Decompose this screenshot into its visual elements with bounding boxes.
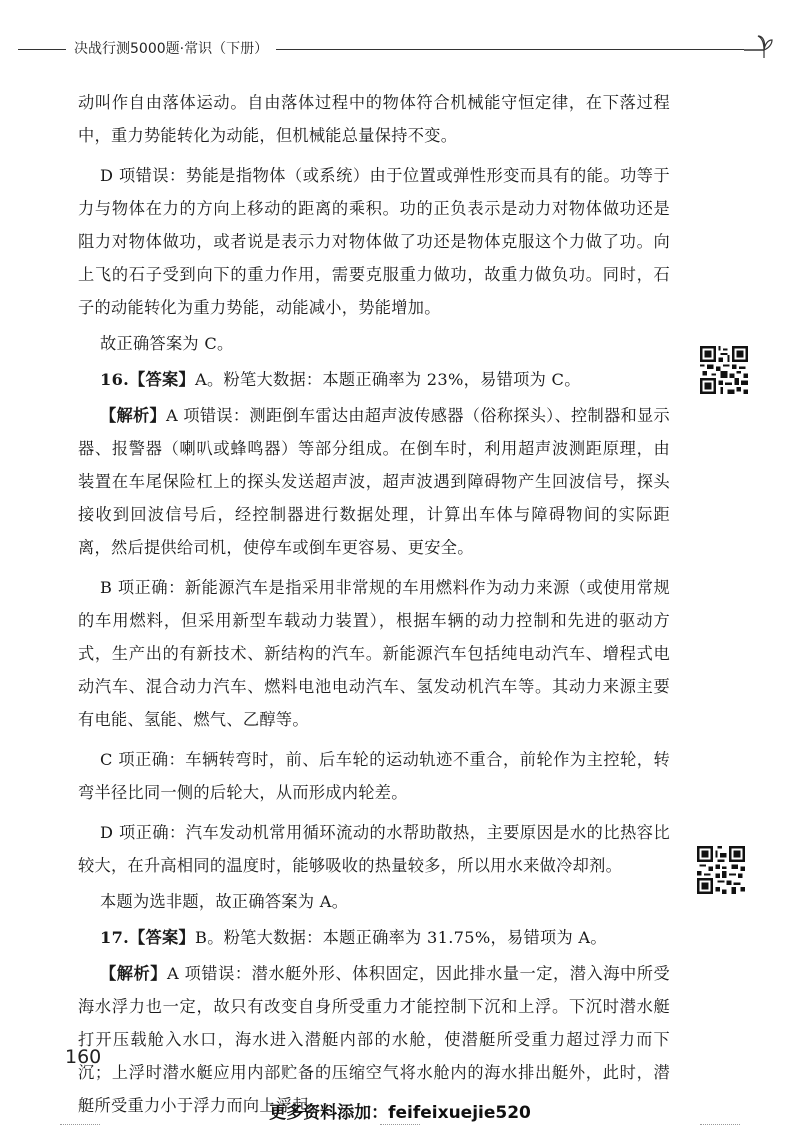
analysis-16	[78, 399, 670, 564]
book-title: 决战行测5000题·常识（下册）	[74, 41, 269, 57]
paragraph-option-c: C 项正确：车辆转弯时，前、后车轮的运动轨迹不重合，前轮作为主控轮，转弯半径比同一侧的后轮大，从而形成内轮差。	[78, 750, 670, 802]
sprout-icon	[742, 32, 774, 60]
header-rule	[276, 49, 744, 50]
paragraph-conclusion-16: 本题为选非题，故正确答案为 A。	[100, 892, 349, 911]
footer-divider	[700, 1124, 740, 1127]
paragraph-option-d: D 项错误：势能是指物体（或系统）由于位置或弹性形变而具有的能。功等于力与物体在力的方向上移动的距离的乘积。功的正负表示是动力对物体做功还是阻力对物体做功，或者说是表示力对物体做了功还是物体克服这个力做了功。向上飞的石子受到向下的重力作用，需要克服重力做功，故重力做负功。同时，石子的动能转化为重力势能，动能减小，势能增加。	[78, 166, 670, 317]
footer-divider	[60, 1124, 100, 1127]
answer-17	[78, 921, 670, 954]
running-header	[18, 38, 778, 62]
footer-divider	[380, 1124, 420, 1127]
answer-16-label: 16.【答案】	[100, 370, 196, 389]
answer-17-text: B。粉笔大数据：本题正确率为 31.75%，易错项为 A。	[195, 928, 607, 947]
paragraph-continued: 动叫作自由落体运动。自由落体过程中的物体符合机械能守恒定律，在下落过程中，重力势能转化为动能，但机械能总量保持不变。	[78, 93, 670, 145]
analysis-17-label: 【解析】	[100, 964, 167, 983]
analysis-16-text: A 项错误：测距倒车雷达由超声波传感器（俗称探头）、控制器和显示器、报警器（喇叭或蜂鸣器）等部分组成。在倒车时，利用超声波测距原理，由装置在车尾保险杠上的探头发送超声波，超声波遇到障碍物产生回波信号，探头接收到回波信号后，经控制器进行数据处理，计算出车体与障碍物间的实际距离，然后提供给司机，使停车或倒车更容易、更安全。	[78, 406, 670, 557]
paragraph-conclusion: 故正确答案为 C。	[100, 334, 234, 353]
answer-16-text: A。粉笔大数据：本题正确率为 23%，易错项为 C。	[195, 370, 581, 389]
page-number: 160	[65, 1046, 102, 1068]
qr-code-icon[interactable]	[700, 346, 748, 394]
paragraph-option-b: B 项正确：新能源汽车是指采用非常规的车用燃料作为动力来源（或使用常规的车用燃料，但采用新型车载动力装置），根据车辆的动力控制和先进的驱动方式，生产出的有新技术、新结构的汽车。新能源汽车包括纯电动汽车、增程式电动汽车、混合动力汽车、燃料电池电动汽车、氢发动机汽车等。其动力来源主要有电能、氢能、燃气、乙醇等。	[78, 578, 670, 729]
header-dash	[18, 49, 66, 50]
answer-17-label: 17.【答案】	[100, 928, 196, 947]
qr-code-icon[interactable]	[697, 846, 745, 894]
page-body	[78, 86, 670, 1125]
answer-16	[78, 363, 670, 396]
footer-contact-note: 更多资料添加：feifeixuejie520	[269, 1103, 531, 1123]
analysis-17-text: A 项错误：潜水艇外形、体积固定，因此排水量一定，潜入海中所受海水浮力也一定，故只有改变自身所受重力才能控制下沉和上浮。下沉时潜水艇打开压载舱入水口，海水进入潜艇内部的水舱，使潜艇所受重力超过浮力而下沉；上浮时潜水艇应用内部贮备的压缩空气将水舱内的海水排出艇外，此时，潜艇所受重力小于浮力而向上浮起。	[78, 964, 670, 1115]
analysis-16-label: 【解析】	[100, 406, 166, 425]
paragraph-option-d2: D 项正确：汽车发动机常用循环流动的水帮助散热，主要原因是水的比热容比较大，在升高相同的温度时，能够吸收的热量较多，所以用水来做冷却剂。	[78, 823, 670, 875]
